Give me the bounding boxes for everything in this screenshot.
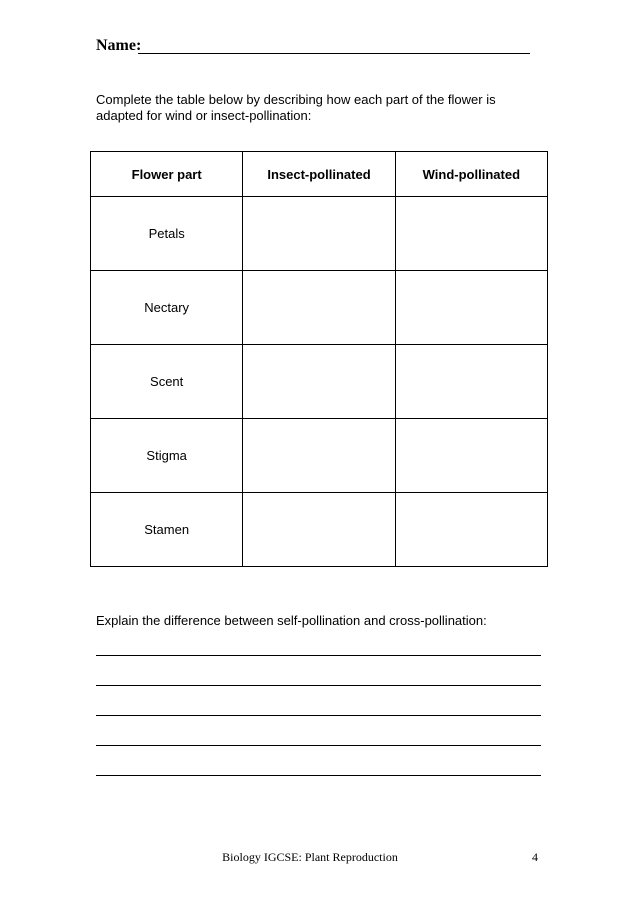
answer-cell-insect[interactable] xyxy=(243,493,395,567)
row-label-petals: Petals xyxy=(91,197,243,271)
answer-cell-insect[interactable] xyxy=(243,197,395,271)
table-row xyxy=(91,271,548,345)
answer-line[interactable] xyxy=(96,655,541,656)
answer-cell-wind[interactable] xyxy=(395,345,547,419)
flower-adaptation-table xyxy=(90,151,548,567)
table-row xyxy=(91,493,548,567)
answer-line[interactable] xyxy=(96,775,541,776)
name-answer-line[interactable] xyxy=(138,53,530,54)
answer-line[interactable] xyxy=(96,685,541,686)
table-row xyxy=(91,197,548,271)
row-label-nectary: Nectary xyxy=(91,271,243,345)
answer-cell-wind[interactable] xyxy=(395,419,547,493)
answer-cell-insect[interactable] xyxy=(243,419,395,493)
answer-cell-wind[interactable] xyxy=(395,493,547,567)
column-header-insect-pollinated: Insect-pollinated xyxy=(243,152,395,197)
answer-line[interactable] xyxy=(96,715,541,716)
table-instructions: Complete the table below by describing how each part of the flower is adapted for wind or insect-pollination: xyxy=(96,92,496,123)
name-field-row xyxy=(96,36,530,56)
answer-line[interactable] xyxy=(96,745,541,746)
table-row xyxy=(91,419,548,493)
row-label-stigma: Stigma xyxy=(91,419,243,493)
footer-title: Biology IGCSE: Plant Reproduction xyxy=(222,850,398,864)
row-label-stamen: Stamen xyxy=(91,493,243,567)
name-label: Name: xyxy=(96,37,142,54)
row-label-scent: Scent xyxy=(91,345,243,419)
column-header-wind-pollinated: Wind-pollinated xyxy=(395,152,547,197)
page-number: 4 xyxy=(532,850,538,864)
table-header-row xyxy=(91,152,548,197)
answer-cell-wind[interactable] xyxy=(395,271,547,345)
answer-cell-insect[interactable] xyxy=(243,271,395,345)
answer-cell-wind[interactable] xyxy=(395,197,547,271)
table-row xyxy=(91,345,548,419)
answer-cell-insect[interactable] xyxy=(243,345,395,419)
pollination-question: Explain the difference between self-pollination and cross-pollination: xyxy=(96,613,487,628)
column-header-flower-part: Flower part xyxy=(91,152,243,197)
